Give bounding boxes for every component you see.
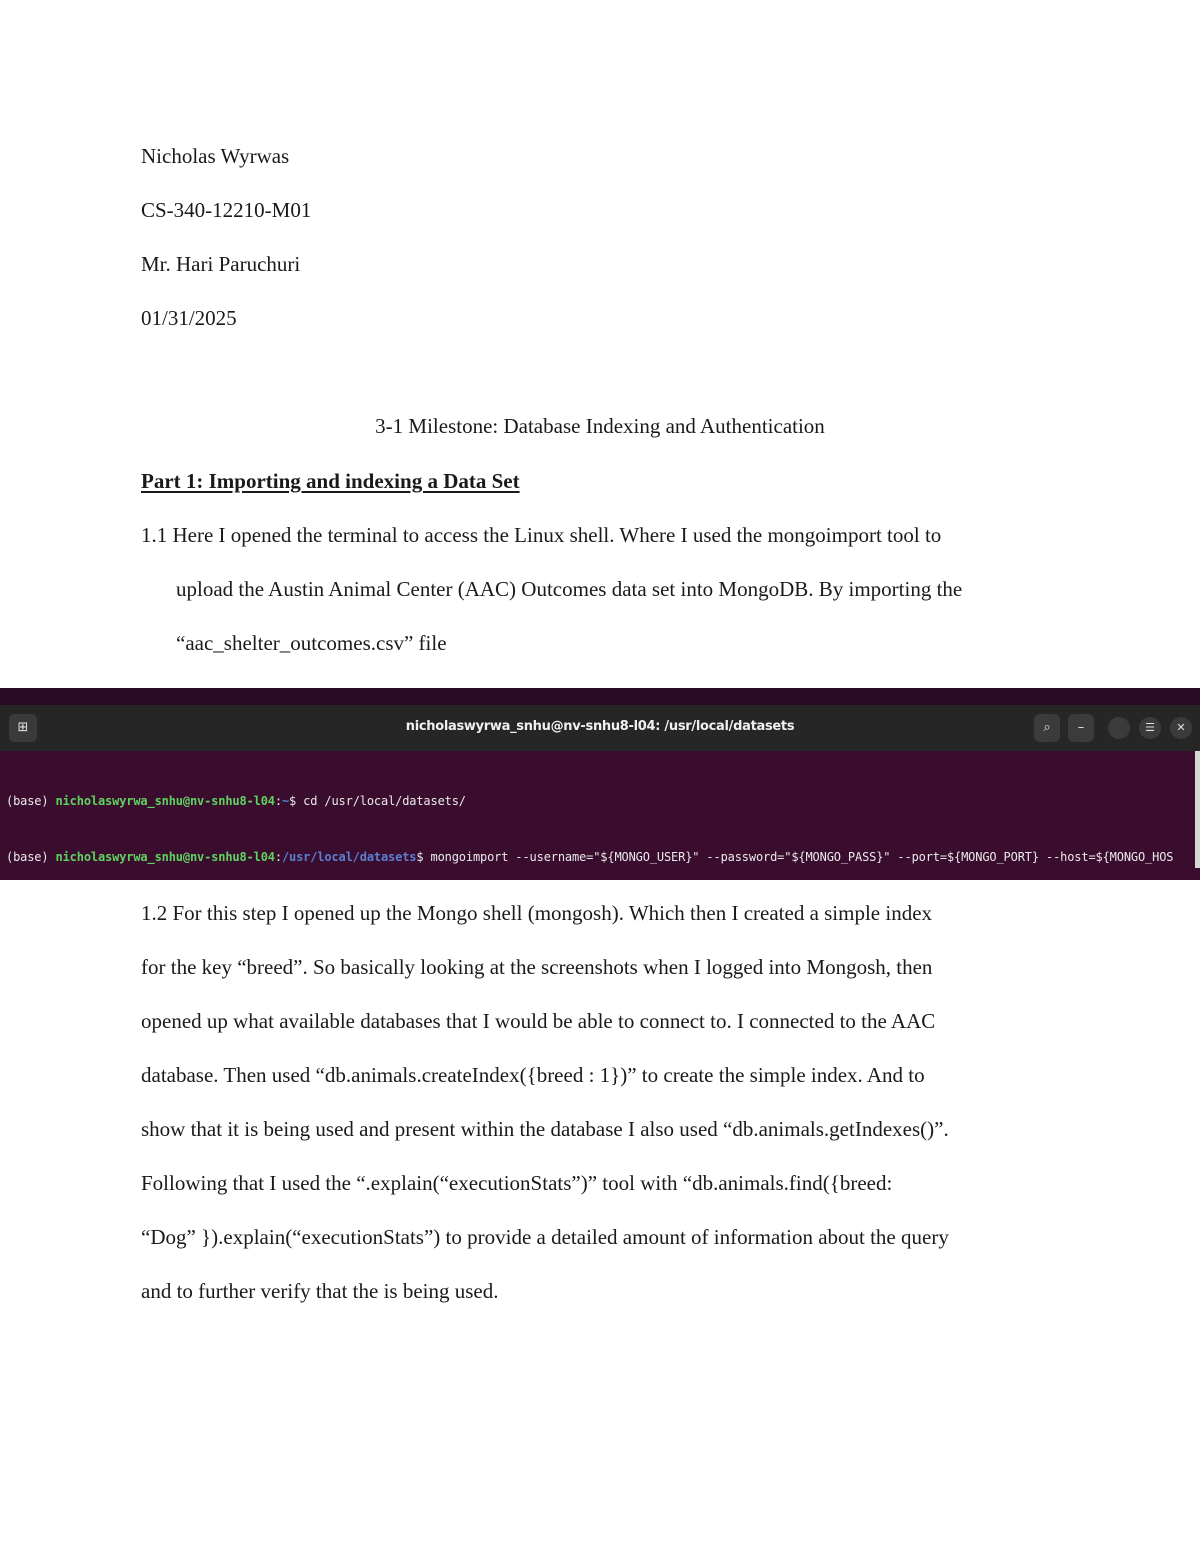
new-tab-icon[interactable]: ⊞: [9, 714, 37, 742]
paragraph-2-line: show that it is being used and present within the database I also used “db.animals.getIndexes()”.: [141, 1117, 949, 1141]
maximize-icon[interactable]: [1108, 717, 1130, 739]
close-icon[interactable]: ✕: [1170, 717, 1192, 739]
desktop-strip: [0, 688, 1200, 705]
instructor-name: Mr. Hari Paruchuri: [141, 252, 301, 276]
minimize-icon[interactable]: –: [1068, 714, 1094, 742]
terminal-line: (base) nicholaswyrwa_snhu@nv-snhu8-l04:/usr/local/datasets$ mongoimport --username="${MONGO_USER}" --password="${MONGO_PASS}" --port=${MONGO_PORT} --host=${MONGO_HOS: [6, 849, 1174, 864]
author-name: Nicholas Wyrwas: [141, 144, 290, 168]
terminal-line: (base) nicholaswyrwa_snhu@nv-snhu8-l04:~$ cd /usr/local/datasets/: [6, 794, 466, 808]
part-heading: Part 1: Importing and indexing a Data Set: [141, 469, 520, 493]
terminal-output: [6, 755, 1194, 880]
document-title: 3-1 Milestone: Database Indexing and Authentication: [375, 414, 825, 438]
search-icon[interactable]: ⌕: [1034, 714, 1060, 742]
menu-icon[interactable]: ☰: [1139, 717, 1161, 739]
paragraph-2-line: opened up what available databases that I would be able to connect to. I connected to the AAC: [141, 1009, 936, 1033]
terminal-screenshot: [0, 688, 1200, 880]
terminal-titlebar: [0, 705, 1200, 751]
paragraph-2-line: and to further verify that the is being used.: [141, 1279, 499, 1303]
paragraph-1-line: upload the Austin Animal Center (AAC) Outcomes data set into MongoDB. By importing the: [176, 577, 963, 601]
paragraph-1-line: “aac_shelter_outcomes.csv” file: [176, 631, 447, 655]
terminal-title: nicholaswyrwa_snhu@nv-snhu8-l04: /usr/local/datasets: [405, 719, 795, 734]
paragraph-2-line: for the key “breed”. So basically looking at the screenshots when I logged into Mongosh, then: [141, 955, 933, 979]
terminal-scrollbar[interactable]: [1195, 751, 1200, 868]
paragraph-2-line: “Dog” }).explain(“executionStats”) to provide a detailed amount of information about the query: [141, 1225, 949, 1249]
paragraph-2-line: 1.2 For this step I opened up the Mongo shell (mongosh). Which then I created a simple index: [141, 901, 933, 925]
paragraph-2-line: database. Then used “db.animals.createIndex({breed : 1})” to create the simple index. And to: [141, 1063, 925, 1087]
course-code: CS-340-12210-M01: [141, 198, 312, 222]
paragraph-2-line: Following that I used the “.explain(“executionStats”)” tool with “db.animals.find({breed:: [141, 1171, 893, 1195]
paragraph-1-line: 1.1 Here I opened the terminal to access the Linux shell. Where I used the mongoimport tool to: [141, 523, 942, 547]
submission-date: 01/31/2025: [141, 306, 237, 330]
